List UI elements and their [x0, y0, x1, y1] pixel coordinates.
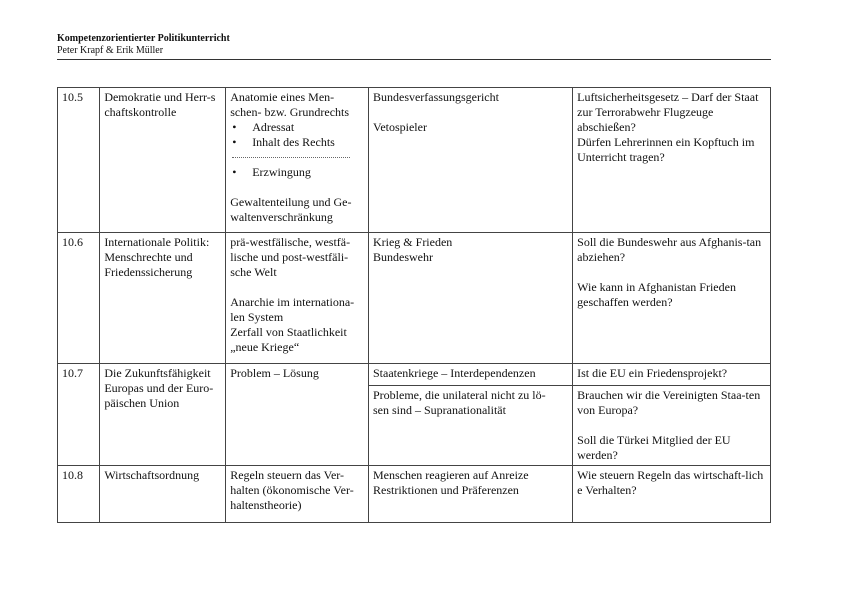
keyword-line: Bundesverfassungsgericht: [372, 90, 499, 104]
question: Soll die Türkei Mitglied der EU werden?: [577, 433, 731, 462]
bullet-item: • Adressat: [230, 120, 364, 135]
curriculum-table: [57, 87, 771, 523]
question: Ist die EU ein Friedensprojekt?: [577, 366, 728, 380]
concept-line: Zerfall von Staatlichkeit: [230, 325, 347, 339]
row-number: 10.8: [58, 466, 100, 523]
concept-line: Anatomie eines Men-: [230, 90, 335, 104]
topic-line: Europas und der Euro-: [104, 381, 214, 395]
row-number: 10.5: [58, 88, 100, 233]
page-header: [57, 33, 771, 56]
row-topic: [100, 364, 226, 466]
question: Luftsicherheitsgesetz – Darf der Staat zur Terrorabwehr Flugzeuge abschießen?: [577, 90, 759, 134]
keyword-line: Probleme, die unilateral nicht zu lö-: [372, 388, 546, 402]
question: Wie kann in Afghanistan Frieden geschaffen werden?: [577, 280, 736, 309]
row-keywords: [368, 386, 572, 466]
keyword-line: Vetospieler: [372, 120, 427, 134]
row-keywords: Staatenkriege – Interdependenzen: [368, 364, 572, 386]
row-concepts: [226, 233, 369, 364]
keyword-line: Restriktionen und Präferenzen: [372, 483, 519, 497]
concept-bullets: [230, 165, 364, 180]
topic-line: Friedenssicherung: [104, 265, 193, 279]
keyword-line: Krieg & Frieden: [372, 235, 453, 249]
concept-line: Gewaltenteilung und Ge-: [230, 195, 352, 209]
document-title: Kompetenzorientierter Politikunterricht: [57, 33, 230, 44]
concept-bullets: [230, 120, 364, 150]
concept-line: haltenstheorie): [230, 498, 302, 512]
topic-line: Internationale Politik:: [104, 235, 210, 249]
table-row: [58, 233, 771, 364]
row-topic: [100, 88, 226, 233]
row-topic: [100, 233, 226, 364]
row-questions: [573, 466, 771, 523]
row-questions: [573, 233, 771, 364]
concept-line: sche Welt: [230, 265, 277, 279]
concept-line: Anarchie im internationa-: [230, 295, 355, 309]
concept-line: lische und post-westfäli-: [230, 250, 349, 264]
row-keywords: [368, 466, 572, 523]
header-rule: [57, 59, 771, 60]
table-row: [58, 88, 771, 233]
question: Brauchen wir die Vereinigten Staa-ten von Europa?: [577, 388, 761, 417]
row-number: 10.7: [58, 364, 100, 466]
concept-line: „neue Kriege“: [230, 340, 300, 354]
question: Soll die Bundeswehr aus Afghanis-tan abziehen?: [577, 235, 762, 264]
row-questions: [573, 88, 771, 233]
bullet-item: • Erzwingung: [230, 165, 364, 180]
keyword-line: sen sind – Supranationalität: [372, 403, 506, 417]
row-concepts: [226, 88, 369, 233]
keyword-line: Menschen reagieren auf Anreize: [372, 468, 529, 482]
concept-line: waltenverschränkung: [230, 210, 333, 224]
table-row: [58, 364, 771, 386]
concept-line: halten (ökonomische Ver-: [230, 483, 354, 497]
row-questions: [573, 364, 771, 386]
concept-line: len System: [230, 310, 284, 324]
bullet-item: • Inhalt des Rechts: [230, 135, 364, 150]
concept-line: Regeln steuern das Ver-: [230, 468, 345, 482]
topic-line: Menschrechte und: [104, 250, 193, 264]
row-number: 10.6: [58, 233, 100, 364]
question: Wie steuern Regeln das wirtschaft-liche Verhalten?: [577, 468, 764, 497]
table-row: [58, 466, 771, 523]
topic-text: Demokratie und Herr-schaftskontrolle: [104, 90, 216, 119]
row-keywords: [368, 233, 572, 364]
question: Dürfen Lehrerinnen ein Kopftuch im Unterricht tragen?: [577, 135, 755, 164]
row-concepts: Problem – Lösung: [226, 364, 369, 466]
keyword-line: Bundeswehr: [372, 250, 433, 264]
topic-line: päischen Union: [104, 396, 180, 410]
topic-line: Die Zukunftsfähigkeit: [104, 366, 211, 380]
concept-line: schen- bzw. Grundrechts: [230, 105, 350, 119]
dotted-separator: [232, 157, 350, 158]
document-authors: Peter Krapf & Erik Müller: [57, 45, 164, 56]
row-questions: [573, 386, 771, 466]
concept-line: prä-westfälische, westfä-: [230, 235, 351, 249]
row-topic: Wirtschaftsordnung: [100, 466, 226, 523]
row-keywords: [368, 88, 572, 233]
row-concepts: [226, 466, 369, 523]
